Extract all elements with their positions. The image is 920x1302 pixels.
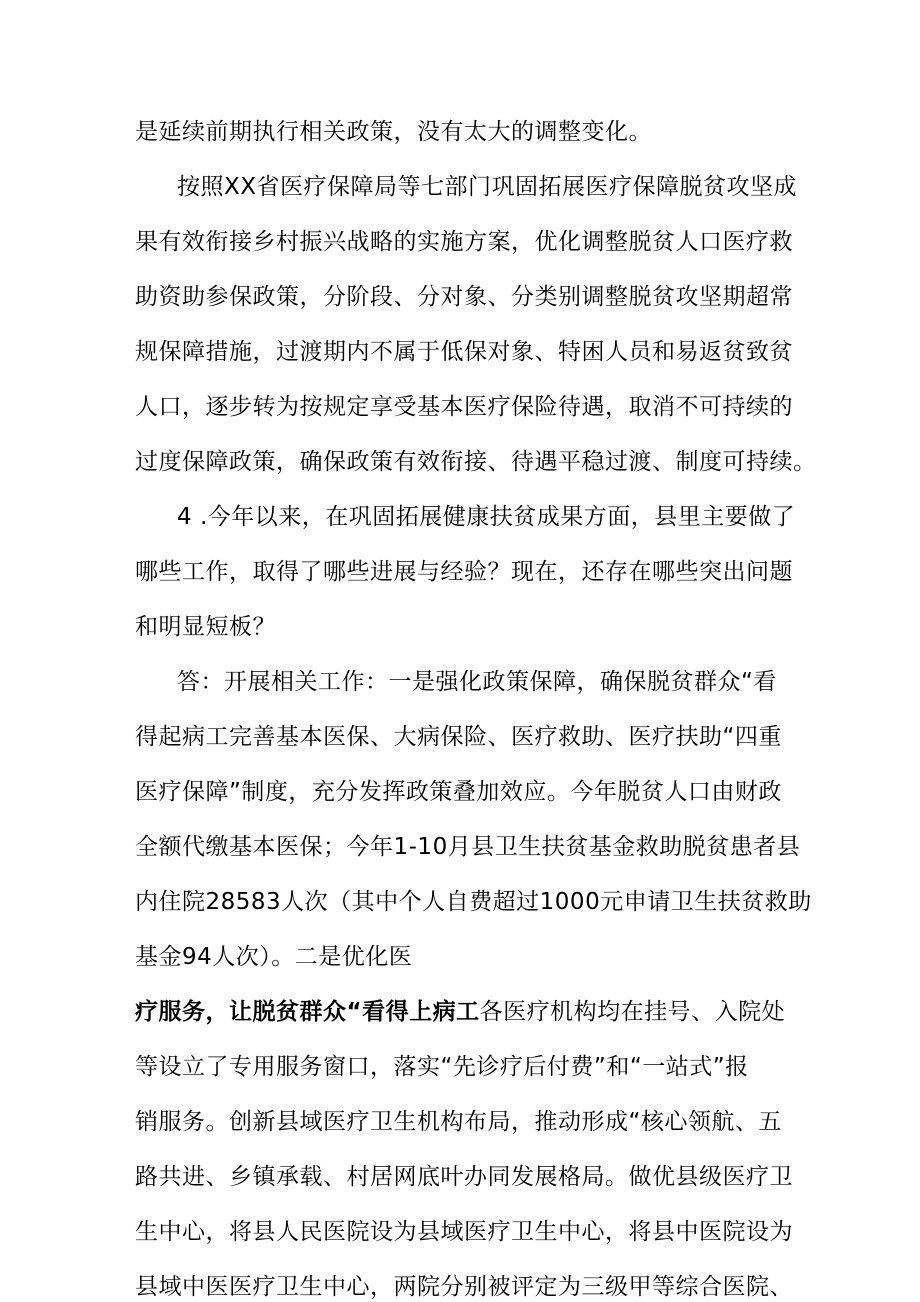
text-line-4: 助资助参保政策，分阶段、分对象、分类别调整脱贫攻坚期超常: [135, 284, 793, 310]
text-line-21: 生中心，将县人民医院设为县域医疗卫生中心，将县中医院设为: [135, 1219, 793, 1245]
text-line-12: 得起病工完善基本医保、大病保险、医疗救助、医疗扶助“四重: [135, 724, 782, 750]
text-line-9: 哪些工作，取得了哪些进展与经验？现在，还存在哪些突出问题: [135, 559, 793, 585]
text-line-20: 路共进、乡镇承载、村居网底叶办同发展格局。做优县级医疗卫: [135, 1164, 793, 1190]
text-line-18: 等设立了专用服务窗口，落实“先诊疗后付费”和“一站式”报: [135, 1054, 749, 1080]
text-line-13: 医疗保障”制度，充分发挥政策叠加效应。今年脱贫人口由财政: [135, 779, 782, 805]
bold-heading-fragment: 疗服务，让脱贫群众“看得上病工: [135, 999, 480, 1025]
text-line-2: 按照XX省医疗保障局等七部门巩固拓展医疗保障脱贫攻坚成: [177, 174, 798, 200]
text-line-16: 基金94人次）。二是优化医: [135, 944, 413, 970]
text-fragment: 各医疗机构均在挂号、入院处: [479, 999, 786, 1025]
text-line-1: 是延续前期执行相关政策，没有太大的调整变化。: [135, 119, 652, 145]
text-line-7: 过度保障政策，确保政策有效衔接、待遇平稳过渡、制度可持续。: [135, 449, 817, 475]
text-line-14: 全额代缴基本医保；今年1-10月县卫生扶贫基金救助脱贫患者县: [135, 834, 801, 860]
text-line-17: [135, 997, 785, 1027]
text-line-15: 内住院28583人次（其中个人自费超过1000元申请卫生扶贫救助: [135, 889, 812, 915]
text-line-5: 规保障措施，过渡期内不属于低保对象、特困人员和易返贫致贫: [135, 339, 793, 365]
text-line-3: 果有效衔接乡村振兴战略的实施方案，优化调整脱贫人口医疗救: [135, 229, 793, 255]
text-line-11: 答：开展相关工作：一是强化政策保障，确保脱贫群众“看: [177, 669, 777, 695]
text-line-10: 和明显短板？: [135, 614, 276, 640]
text-line-19: 销服务。创新县域医疗卫生机构布局，推动形成“核心领航、五: [135, 1109, 782, 1135]
text-line-6: 人口，逐步转为按规定享受基本医疗保险待遇，取消不可持续的: [135, 394, 793, 420]
text-line-8: 4 .今年以来，在巩固拓展健康扶贫成果方面，县里主要做了: [177, 504, 796, 530]
text-line-22: 县域中医医疗卫生中心，两院分别被评定为三级甲等综合医院、: [135, 1274, 793, 1300]
